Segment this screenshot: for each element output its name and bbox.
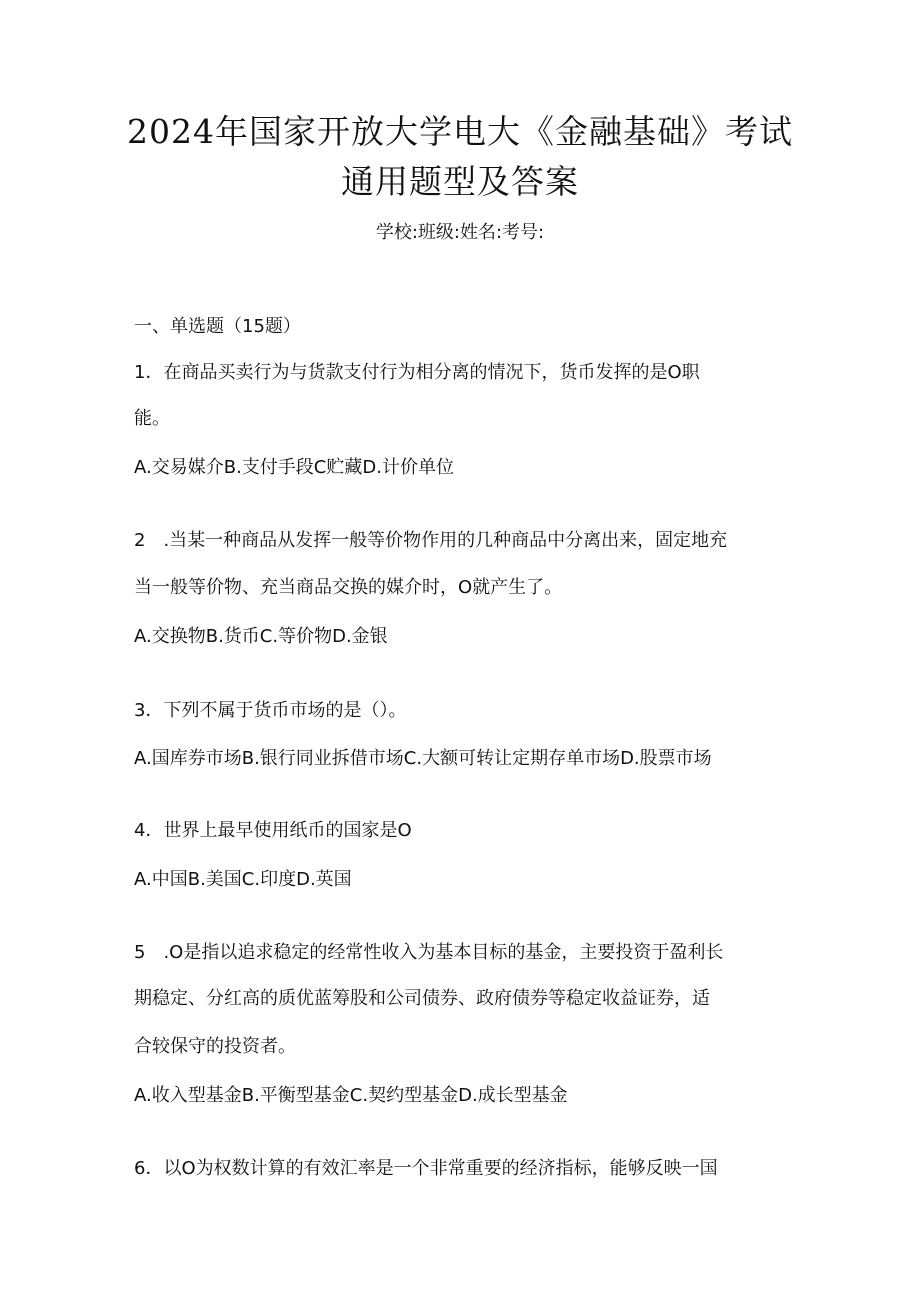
question-1-stem-line-1: 1．在商品买卖行为与货款支付行为相分离的情况下，货币发挥的是O职 [134,362,700,383]
question-2-stem-line-2: 当一般等价物、充当商品交换的媒介时，O就产生了。 [134,577,563,598]
question-4-stem-line-1: 4．世界上最早使用纸币的国家是O [134,820,412,841]
section-heading: 一、单选题（15题） [134,316,301,337]
question-3-options: A.国库券市场B.银行同业拆借市场C.大额可转让定期存单市场D.股票市场 [134,748,712,769]
question-2-stem-line-1: 2 .当某一种商品从发挥一般等价物作用的几种商品中分离出来，固定地充 [134,530,728,551]
header-fields: 学校:班级:姓名:考号: [375,222,545,243]
question-5-stem-line-1: 5 .O是指以追求稳定的经常性收入为基本目标的基金，主要投资于盈利长 [134,942,724,963]
document-title-line-2: 通用题型及答案 [341,162,579,201]
question-6-stem-line-1: 6．以O为权数计算的有效汇率是一个非常重要的经济指标，能够反映一国 [134,1158,718,1179]
question-5-stem-line-2: 期稳定、分红高的质优蓝筹股和公司债券、政府债券等稳定收益证券，适 [134,988,710,1009]
question-5-stem-line-3: 合较保守的投资者。 [134,1036,296,1057]
question-1-options: A.交易媒介B.支付手段C贮藏D.计价单位 [134,457,454,478]
question-4-options: A.中国B.美国C.印度D.英国 [134,869,352,890]
question-2-options: A.交换物B.货币C.等价物D.金银 [134,626,388,647]
question-5-options: A.收入型基金B.平衡型基金C.契约型基金D.成长型基金 [134,1085,568,1106]
question-1-stem-line-2: 能。 [134,408,170,429]
question-3-stem-line-1: 3．下列不属于货币市场的是（）。 [134,700,407,721]
document-title-line-1: 2024年国家开放大学电大《金融基础》考试 [127,112,793,151]
